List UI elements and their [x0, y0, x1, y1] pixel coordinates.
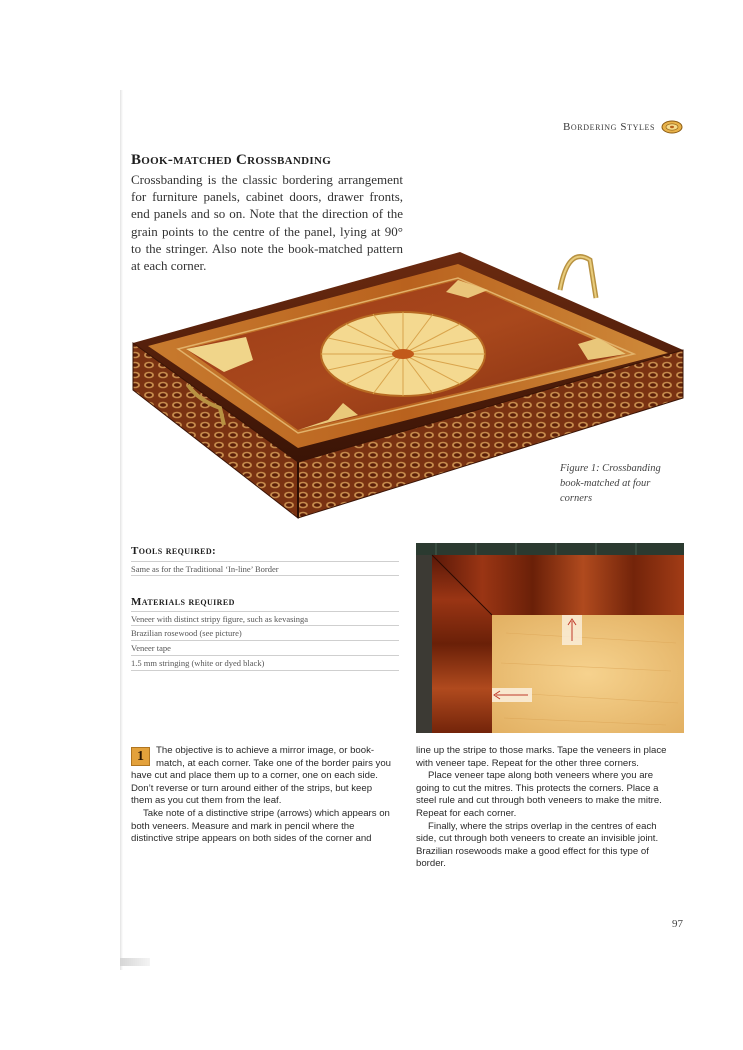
list-item: Veneer tape: [131, 641, 399, 656]
running-header: [563, 120, 683, 134]
page-number: 97: [672, 918, 683, 930]
list-item: Brazilian rosewood (see picture): [131, 626, 399, 641]
list-item: Veneer with distinct stripy figure, such as kevasinga: [131, 611, 399, 626]
materials-required-title: Materials required: [131, 596, 235, 608]
tools-required-title: Tools required:: [131, 545, 217, 557]
step-paragraph: The objective is to achieve a mirror image, or book-match, at each corner. Take one of the border pairs you have cut and place them up to a corner, one on each side. Don’t reverse or turn around either of the strips, but keep them as you cut them from the leaf.: [131, 745, 392, 807]
figure-caption: Figure 1: Crossbanding book-matched at four corners: [560, 463, 661, 504]
running-header-title: Bordering Styles: [562, 121, 655, 133]
intro-paragraph: Crossbanding is the classic bordering arrangement for furniture panels, cabinet doors, drawer fronts, end panels and so on. Note that the direction of the grain points to the centre of the panel, lying at 90° to the stringer. Also note the book-matched pattern at each corner.: [131, 172, 403, 274]
list-item: 1.5 mm stringing (white or dyed black): [131, 656, 399, 671]
step-text-left-column: [131, 745, 391, 846]
scan-smudge: [120, 958, 150, 966]
step-number-badge: 1: [131, 747, 150, 766]
step-paragraph: Take note of a distinctive stripe (arrows) which appears on both veneers. Measure and mark in pencil where the distinctive stripe appears on both sides of the corner and: [131, 807, 390, 845]
section-title: Book-matched Crossbanding: [131, 152, 332, 168]
step-paragraph: Finally, where the strips overlap in the centres of each side, cut through both veneers to create an invisible joint. Brazilian rosewoods make a good effect for this type of border.: [416, 820, 659, 870]
step-paragraph: line up the stripe to those marks. Tape the veneers in place with veneer tape. Repeat for the other three corners.: [416, 745, 667, 769]
materials-required-list: [131, 611, 399, 671]
page-binding-shadow: [120, 90, 123, 970]
list-item: Same as for the Traditional ‘In-line’ Border: [131, 561, 399, 576]
step-paragraph: Place veneer tape along both veneers where you are going to cut the mitres. This protects the corners. Place a steel rule and cut through both veneers to make the mitre. Repeat for each corner.: [416, 770, 662, 819]
tools-required-list: [131, 561, 399, 576]
decorative-oval-ornament-icon: [661, 120, 683, 134]
rosewood-veneer-corner-closeup-photo: [416, 543, 684, 733]
step-text-right-column: [416, 745, 676, 871]
